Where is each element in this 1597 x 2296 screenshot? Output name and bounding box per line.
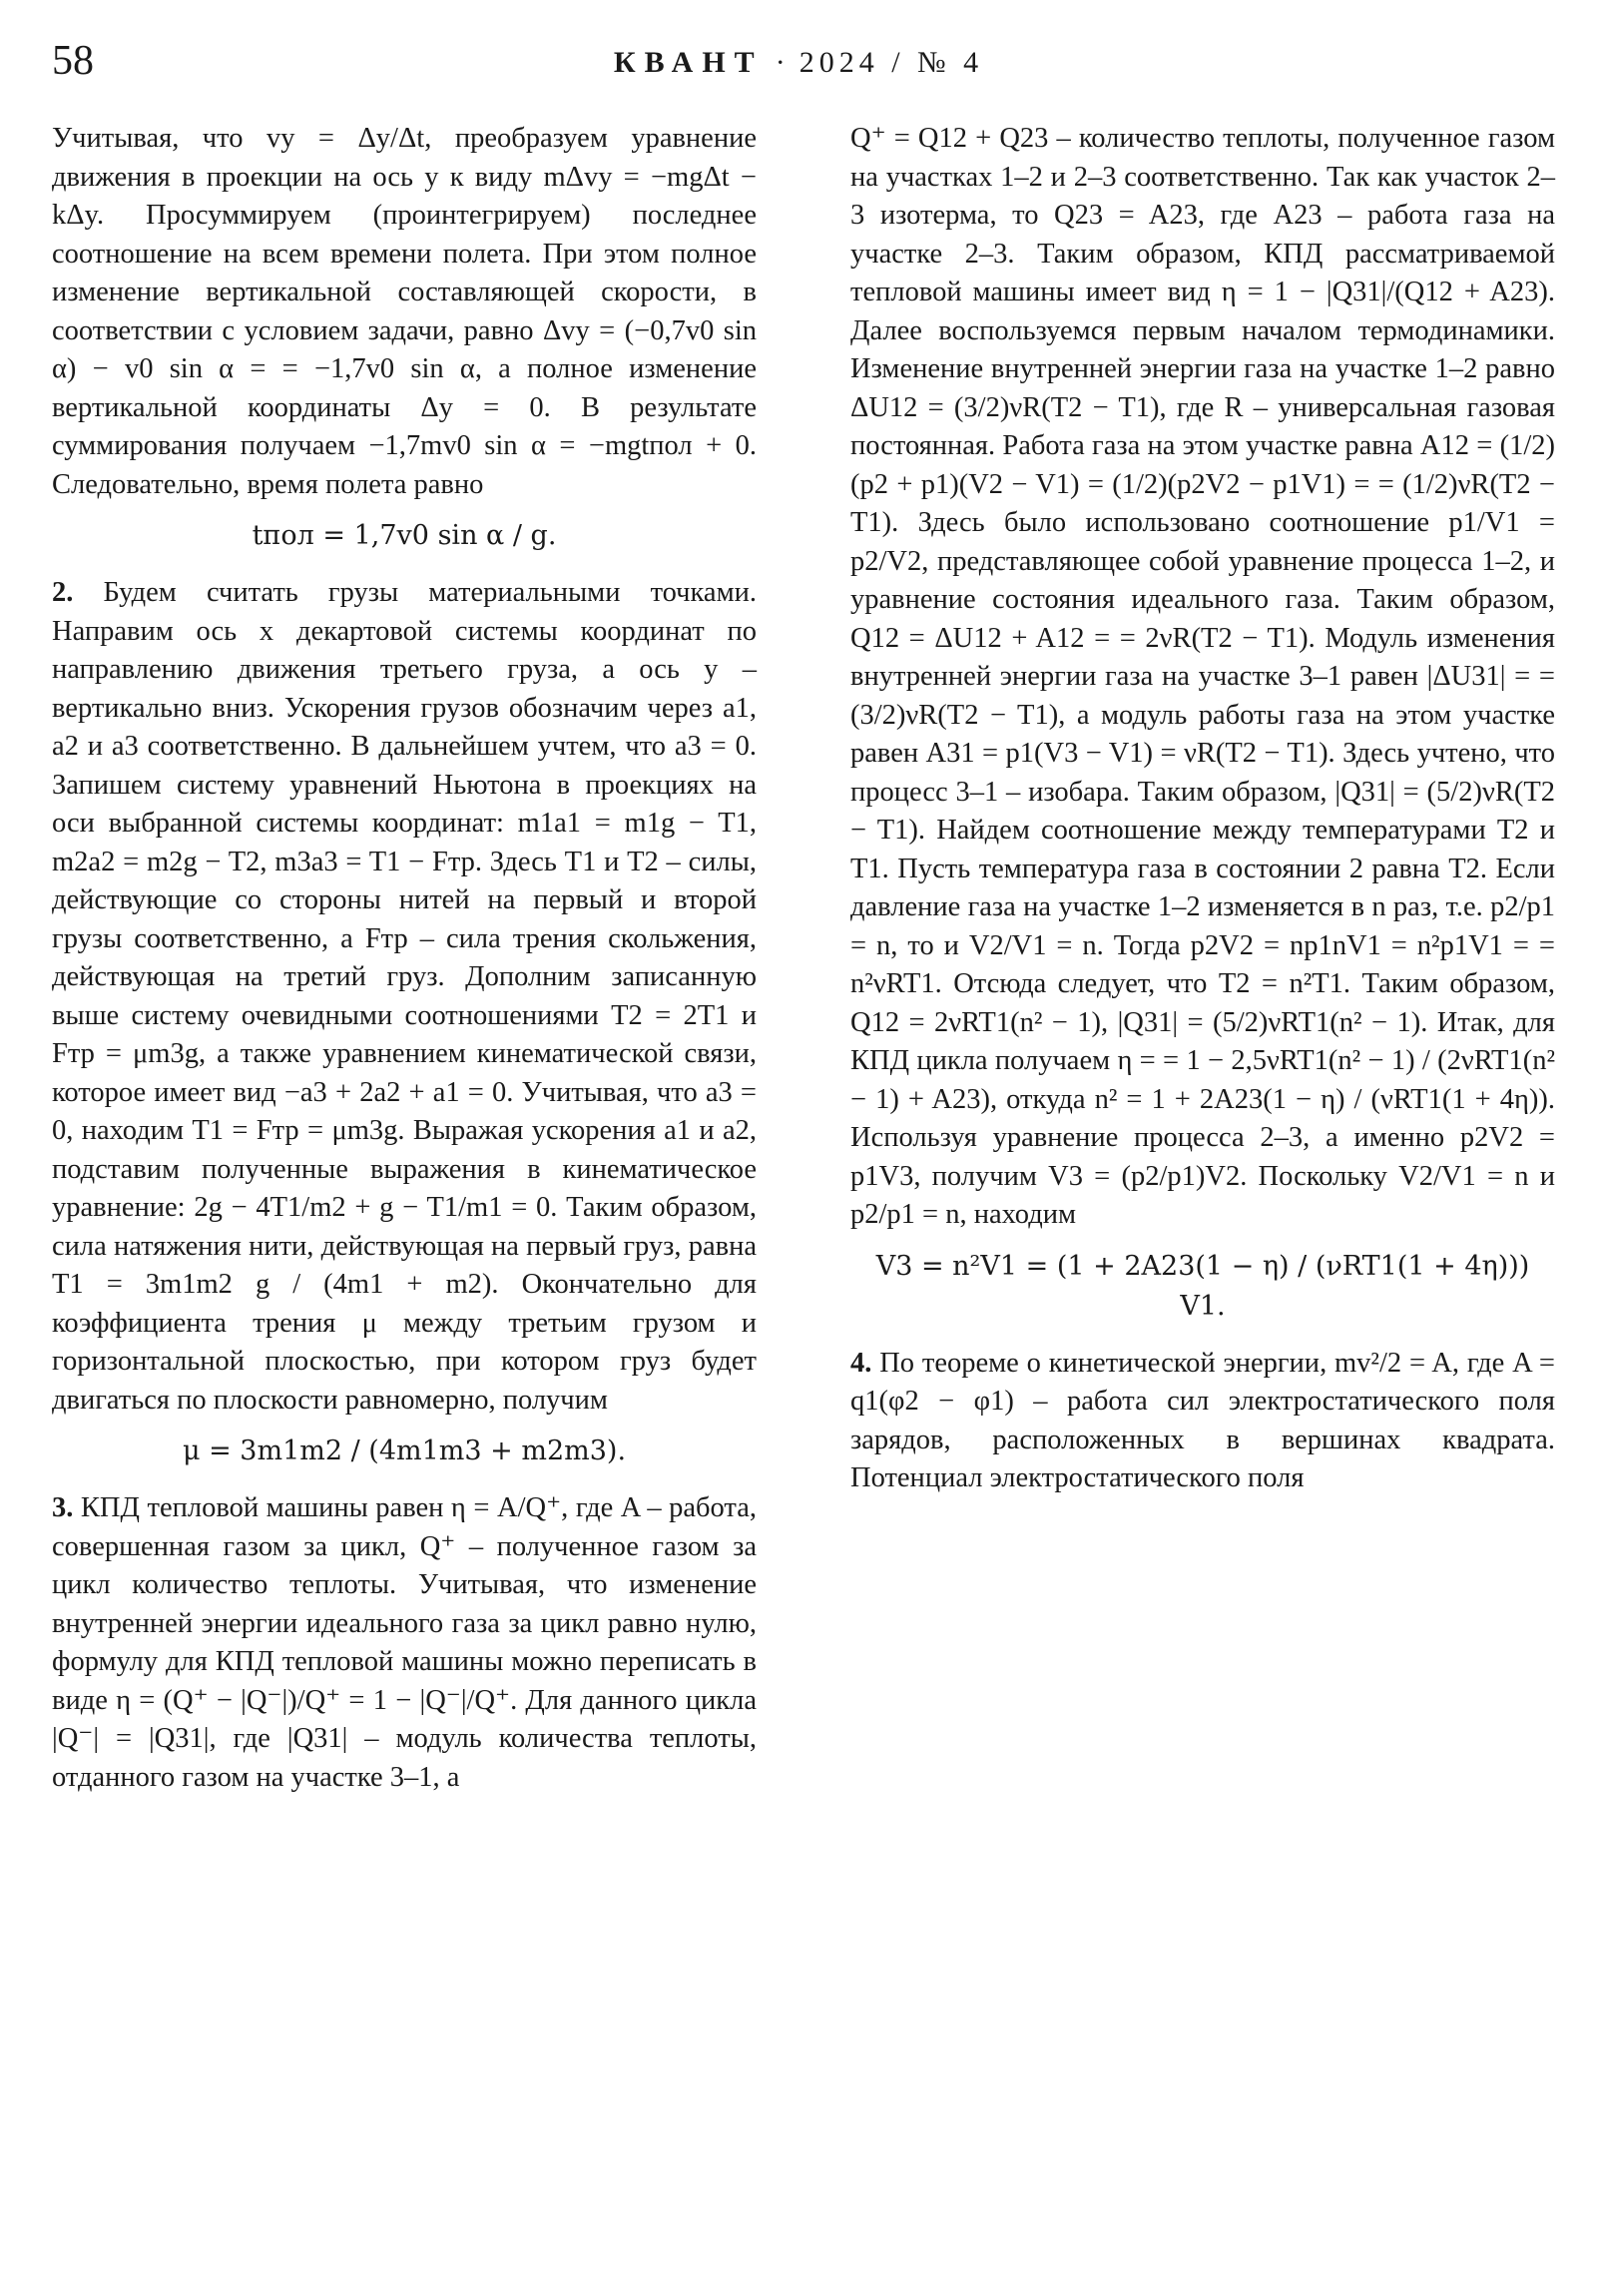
flight-time-formula: tпол = 1,7v0 sin α / g. (252, 520, 557, 551)
solution-2 (52, 574, 757, 1420)
friction-coefficient-formula: μ = 3m1m2 / (4m1m3 + m2m3). (182, 1435, 627, 1466)
journal-name: КВАНТ (613, 46, 764, 79)
solution-1-continuation: Учитывая, что vy = Δy/Δt, преобразуем уравнение движения в проекции на ось y к виду mΔvy = −mgΔt − kΔy. Просуммируем (проинтегрируем) последнее соотношение на всем времени полета. При этом полное изменение вертикальной составляющей скорости, в соответствии с условием задачи, равно Δvy = (−0,7v0 sin α) − v0 sin α = = −1,7v0 sin α, а полное изменение вертикальной координаты Δy = 0. В результате суммирования получаем −1,7mv0 sin α = −mgtпол + 0. Следовательно, время полета равно (52, 123, 757, 500)
solution-4 (850, 1345, 1555, 1498)
running-header (0, 48, 1597, 78)
volume-v3-formula: V3 = n²V1 = (1 + 2A23(1 − η) / (νRT1(1 + 4η))) V1. (875, 1250, 1530, 1322)
solution-3-text: КПД тепловой машины равен η = A/Q⁺, где A – работа, совершенная газом за цикл, Q⁺ – полученное газом за цикл количество теплоты. Учитывая, что изменение внутренней энергии идеального газа за цикл равно нулю, формулу для КПД тепловой машины можно переписать в виде η = (Q⁺ − |Q⁻|)/Q⁺ = 1 − |Q⁻|/Q⁺. Для данного цикла |Q⁻| = |Q31|, где |Q31| – модуль количества теплоты, отданного газом на участке 3–1, а (52, 1492, 757, 1793)
header-separator: · (775, 46, 788, 79)
solution-3-continuation: Q⁺ = Q12 + Q23 – количество теплоты, полученное газом на участках 1–2 и 2–3 соответственно. Так как участок 2–3 изотерма, то Q23 = A23, где A23 – работа газа на участке 2–3. Таким образом, КПД рассматриваемой тепловой машины имеет вид η = 1 − |Q31|/(Q12 + A23). Далее воспользуемся первым началом термодинамики. Изменение внутренней энергии газа на участке 1–2 равно ΔU12 = (3/2)νR(T2 − T1), где R – универсальная газовая постоянная. Работа газа на этом участке равна A12 = (1/2)(p2 + p1)(V2 − V1) = (1/2)(p2V2 − p1V1) = = (1/2)νR(T2 − T1). Здесь было использовано соотношение p1/V1 = p2/V2, представляющее собой уравнение процесса 1–2, и уравнение состояния идеального газа. Таким образом, Q12 = ΔU12 + A12 = = 2νR(T2 − T1). Модуль изменения внутренней энергии газа на участке 3–1 равен |ΔU31| = = (3/2)νR(T2 − T1), а модуль работы газа на этом участке равен A31 = p1(V3 − V1) = νR(T2 − T1). Здесь учтено, что процесс 3–1 – изобара. Таким образом, |Q31| = (5/2)νR(T2 − T1). Найдем соотношение между температурами T2 и T1. Пусть температура газа в состоянии 2 равна T2. Если давление газа на участке 1–2 изменяется в n раз, т.е. p2/p1 = n, то и V2/V1 = n. Тогда p2V2 = np1nV1 = n²p1V1 = = n²νRT1. Отсюда следует, что T2 = n²T1. Таким образом, Q12 = 2νRT1(n² − 1), |Q31| = (5/2)νRT1(n² − 1). Итак, для КПД цикла получаем η = = 1 − 2,5νRT1(n² − 1) / (2νRT1(n² − 1) + A23), откуда n² = 1 + 2A23(1 − η) / (νRT1(1 + 4η)). Используя уравнение процесса 2–3, а именно p2V2 = p1V3, получим V3 = (p2/p1)V2. Поскольку V2/V1 = n и p2/p1 = n, находим (850, 123, 1555, 1230)
right-column (850, 120, 1555, 1506)
solution-4-text: По теореме о кинетической энергии, mv²/2 = A, где A = q1(φ2 − φ1) – работа сил электростатического поля зарядов, расположенных в вершинах квадрата. Потенциал электростатического поля (850, 1347, 1555, 1493)
solution-3 (52, 1489, 757, 1797)
solution-2-text: Будем считать грузы материальными точками. Направим ось x декартовой системы координат по направлению движения третьего груза, а ось y – вертикально вниз. Ускорения грузов обозначим через a1, a2 и a3 соответственно. В дальнейшем учтем, что a3 = 0. Запишем систему уравнений Ньютона в проекциях на оси выбранной системы координат: m1a1 = m1g − T1, m2a2 = m2g − T2, m3a3 = T1 − Fтр. Здесь T1 и T2 – силы, действующие со стороны нитей на первый и второй грузы соответственно, а Fтр – сила трения скольжения, действующая на третий груз. Дополним записанную выше систему очевидными соотношениями T2 = 2T1 и Fтр = μm3g, а также уравнением кинематической связи, которое имеет вид −a3 + 2a2 + a1 = 0. Учитывая, что a3 = 0, находим T1 = Fтр = μm3g. Выражая ускорения a1 и a2, подставим полученные выражения в кинематическое уравнение: 2g − 4T1/m2 + g − T1/m1 = 0. Таким образом, сила натяжения нити, действующая на первый груз, равна T1 = 3m1m2 g / (4m1 + m2). Окончательно для коэффициента трения μ между третьим грузом и горизонтальной плоскостью, при котором груз будет двигаться по плоскости равномерно, получим (52, 577, 757, 1416)
issue-number: 2024 / № 4 (798, 46, 984, 79)
page-number: 58 (52, 38, 94, 84)
problem-number-4: 4. (850, 1347, 872, 1379)
problem-number-2: 2. (52, 577, 74, 608)
left-column (52, 120, 757, 1805)
problem-number-3: 3. (52, 1492, 74, 1523)
